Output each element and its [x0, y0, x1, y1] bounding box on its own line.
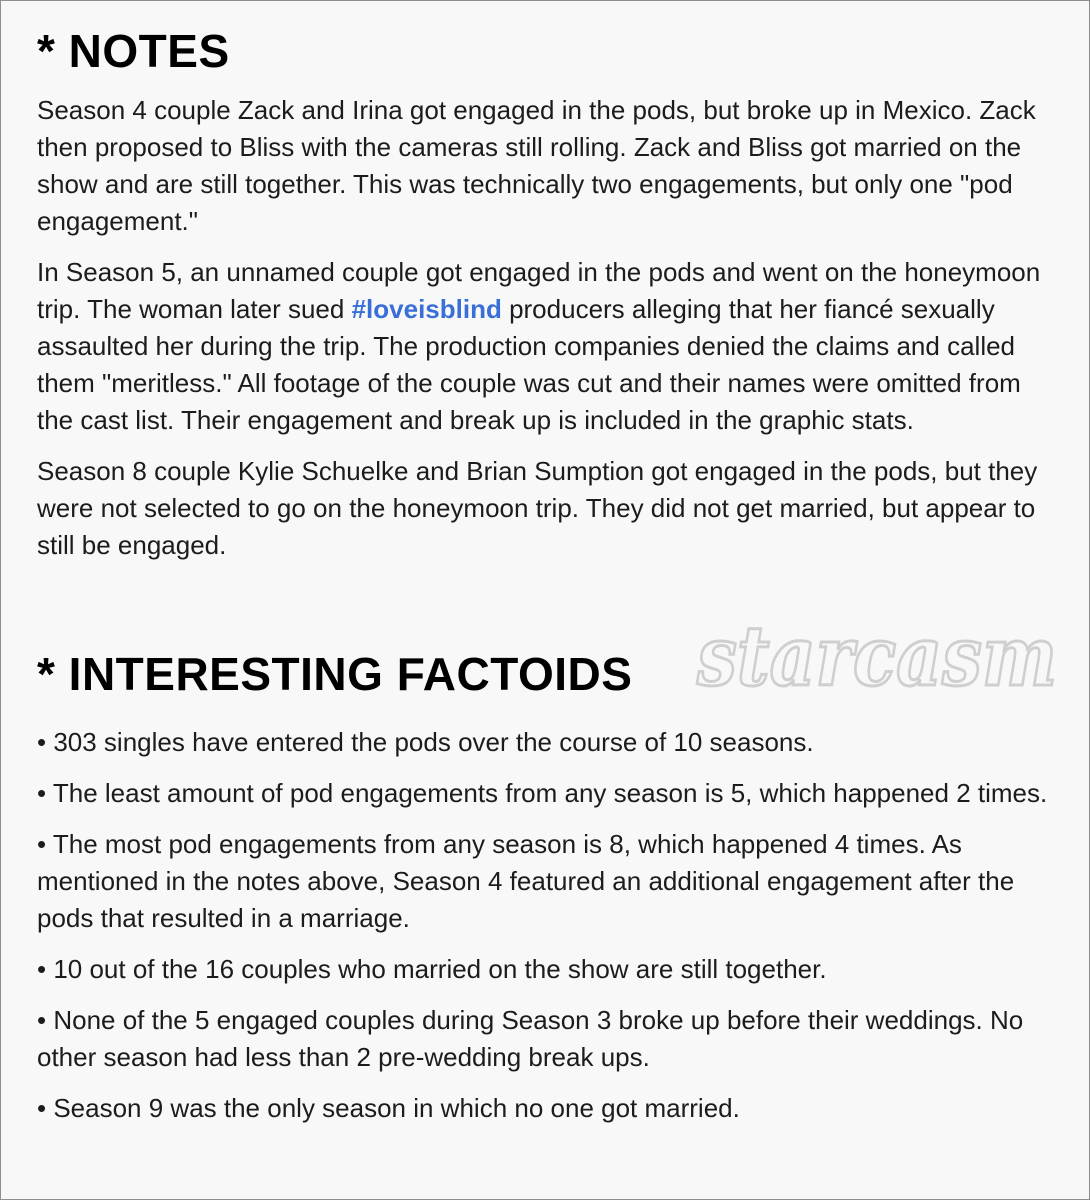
notes-section: [37, 92, 1057, 578]
notes-paragraph-2-start: In Season 5, an unnamed couple got engaged in the pods and went on the honeymoon trip. The woman later sued: [37, 257, 1041, 324]
factoid-item: • 10 out of the 16 couples who married on the show are still together.: [37, 954, 827, 984]
factoid-item: • 303 singles have entered the pods over the course of 10 seasons.: [37, 727, 814, 757]
notes-paragraph-1: Season 4 couple Zack and Irina got engaged in the pods, but broke up in Mexico. Zack then proposed to Bliss with the cameras still rolling. Zack and Bliss got married on the show and are still together. This was technically two engagements, but only one "pod engagement.": [37, 95, 1036, 236]
notes-heading: * NOTES: [37, 25, 230, 77]
notes-paragraph-3: Season 8 couple Kylie Schuelke and Brian Sumption got engaged in the pods, but they were not selected to go on the honeymoon trip. They did not get married, but appear to still be engaged.: [37, 456, 1038, 560]
factoids-heading: * INTERESTING FACTOIDS: [37, 648, 633, 700]
factoid-item: • The most pod engagements from any season is 8, which happened 4 times. As mentioned in the notes above, Season 4 featured an additional engagement after the pods that resulted in a marriage.: [37, 829, 1015, 933]
factoid-item: • None of the 5 engaged couples during Season 3 broke up before their weddings. No other season had less than 2 pre-wedding break ups.: [37, 1005, 1024, 1072]
loveisblind-hashtag-link[interactable]: #loveisblind: [351, 294, 502, 324]
factoid-item: • Season 9 was the only season in which no one got married.: [37, 1093, 740, 1123]
starcasm-watermark-logo: [689, 607, 1069, 707]
factoids-list: [37, 724, 1057, 1141]
notes-paragraph-2-end: producers alleging that her fiancé sexually assaulted her during the trip. The production companies denied the claims and called them "meritless." All footage of the couple was cut and their names were omitted from the cast list. Their engagement and break up is included in the graphic stats.: [37, 294, 1021, 435]
notes-paragraph-2: [37, 254, 1057, 439]
factoid-item: • The least amount of pod engagements from any season is 5, which happened 2 times.: [37, 778, 1048, 808]
starcasm-watermark-text: starcasm: [696, 609, 1057, 705]
